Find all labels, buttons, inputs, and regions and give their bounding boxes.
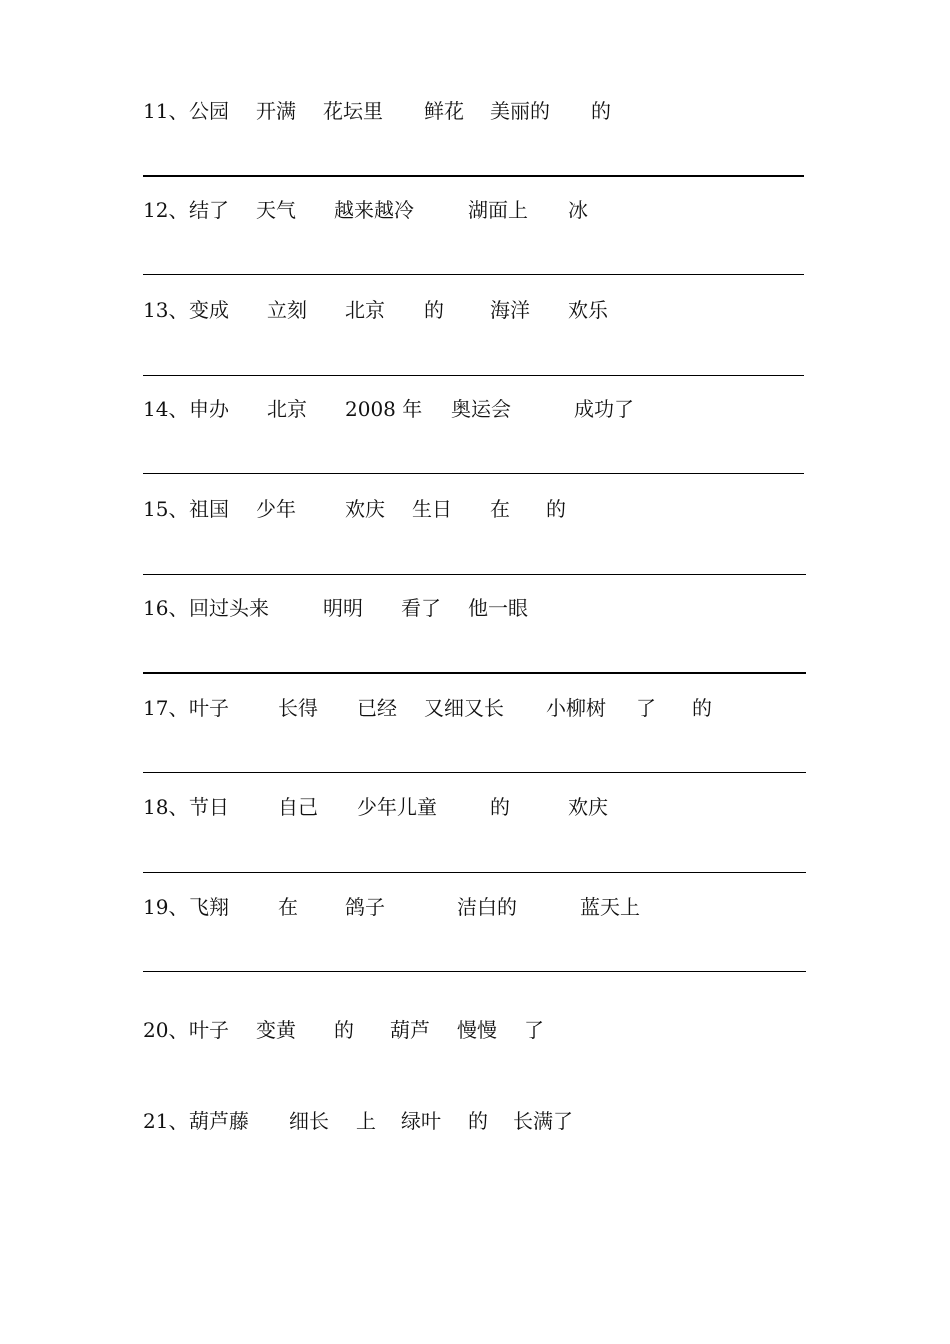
word-chip: 在: [278, 895, 298, 919]
word-chip: 的: [424, 298, 444, 322]
word-chip: 长得: [278, 696, 318, 720]
word-chip: 欢庆: [568, 795, 608, 819]
word-chip: 葫芦: [390, 1018, 430, 1042]
word-chip: 祖国: [189, 497, 229, 521]
answer-line: [143, 375, 804, 376]
word-chip: 叶子: [189, 696, 229, 720]
word-chip: 节日: [189, 795, 229, 819]
word-chip: 花坛里: [323, 99, 383, 123]
exercise-number: 21、: [143, 1109, 189, 1133]
word-chip: 湖面上: [468, 198, 528, 222]
word-chip: 明明: [323, 596, 363, 620]
exercise-number: 16、: [143, 596, 189, 620]
word-chip: 了: [524, 1018, 544, 1042]
exercise-number: 11、: [143, 99, 189, 123]
word-chip: 葫芦藤: [189, 1109, 249, 1133]
word-chip: 看了: [401, 596, 441, 620]
word-chip: 绿叶: [401, 1109, 441, 1133]
answer-line: [143, 473, 804, 474]
word-chip: 飞翔: [189, 895, 229, 919]
word-chip: 变黄: [256, 1018, 296, 1042]
word-chip: 海洋: [490, 298, 530, 322]
answer-line: [143, 872, 806, 873]
word-chip: 公园: [189, 99, 229, 123]
word-chip: 已经: [357, 696, 397, 720]
word-chip: 他一眼: [468, 596, 528, 620]
word-chip: 结了: [189, 198, 229, 222]
word-chip: 成功了: [574, 397, 634, 421]
word-chip: 变成: [189, 298, 229, 322]
word-chip: 的: [546, 497, 566, 521]
word-chip: 的: [692, 696, 712, 720]
word-chip: 在: [490, 497, 510, 521]
word-chip: 北京: [267, 397, 307, 421]
exercise-number: 12、: [143, 198, 189, 222]
answer-line: [143, 274, 804, 275]
exercise-number: 19、: [143, 895, 189, 919]
word-chip: 欢乐: [568, 298, 608, 322]
exercise-number: 20、: [143, 1018, 189, 1042]
word-chip: 鸽子: [345, 895, 385, 919]
word-chip: 上: [356, 1109, 376, 1133]
word-chip: 奥运会: [451, 397, 511, 421]
word-chip: 的: [490, 795, 510, 819]
word-chip: 申办: [189, 397, 229, 421]
answer-line: [143, 672, 806, 674]
word-chip: 回过头来: [189, 596, 269, 620]
word-chip: 小柳树: [546, 696, 606, 720]
word-chip: 的: [468, 1109, 488, 1133]
word-chip: 2008 年: [345, 397, 423, 421]
word-chip: 叶子: [189, 1018, 229, 1042]
word-chip: 越来越冷: [334, 198, 414, 222]
word-chip: 美丽的: [490, 99, 550, 123]
word-chip: 自己: [278, 795, 318, 819]
word-chip: 长满了: [513, 1109, 573, 1133]
word-chip: 生日: [412, 497, 452, 521]
word-chip: 洁白的: [457, 895, 517, 919]
answer-line: [143, 574, 806, 575]
answer-line: [143, 971, 806, 972]
word-chip: 天气: [256, 198, 296, 222]
exercise-number: 18、: [143, 795, 189, 819]
word-chip: 立刻: [267, 298, 307, 322]
word-chip: 蓝天上: [580, 895, 640, 919]
exercise-number: 15、: [143, 497, 189, 521]
word-chip: 少年儿童: [357, 795, 437, 819]
word-chip: 慢慢: [457, 1018, 497, 1042]
exercise-number: 17、: [143, 696, 189, 720]
word-chip: 又细又长: [424, 696, 504, 720]
word-chip: 细长: [289, 1109, 329, 1133]
word-chip: 了: [636, 696, 656, 720]
answer-line: [143, 772, 806, 773]
word-chip: 冰: [568, 198, 588, 222]
answer-line: [143, 175, 804, 177]
exercise-number: 14、: [143, 397, 189, 421]
word-chip: 欢庆: [345, 497, 385, 521]
word-chip: 的: [334, 1018, 354, 1042]
word-chip: 北京: [345, 298, 385, 322]
word-chip: 的: [591, 99, 611, 123]
word-chip: 少年: [256, 497, 296, 521]
exercise-number: 13、: [143, 298, 189, 322]
word-chip: 鲜花: [424, 99, 464, 123]
word-chip: 开满: [256, 99, 296, 123]
